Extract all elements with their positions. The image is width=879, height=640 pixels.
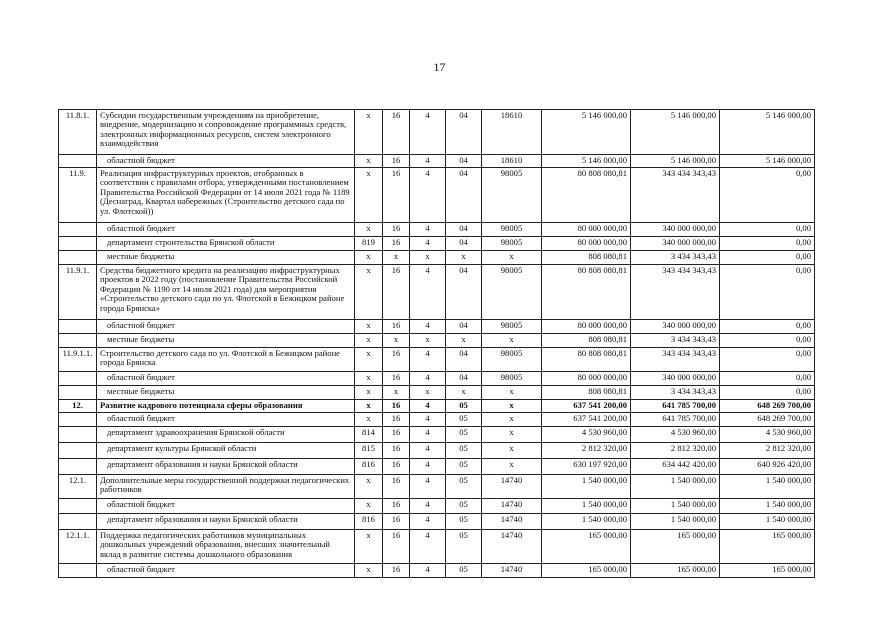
table-row bbox=[59, 155, 815, 168]
row-name: областной бюджет bbox=[97, 564, 355, 578]
code-subprogram: 4 bbox=[410, 514, 446, 530]
code-direction: 98005 bbox=[482, 348, 542, 372]
code-subprogram: 4 bbox=[410, 265, 446, 320]
amount-year-2: 1 540 000,00 bbox=[631, 475, 720, 499]
amount-year-1: 1 540 000,00 bbox=[542, 499, 631, 514]
code-gov: 815 bbox=[355, 443, 383, 459]
table-row bbox=[59, 427, 815, 443]
code-program: 16 bbox=[383, 223, 410, 237]
code-subprogram: 4 bbox=[410, 348, 446, 372]
amount-year-1: 80 000 000,00 bbox=[542, 223, 631, 237]
code-subprogram: 4 bbox=[410, 475, 446, 499]
code-subprogram: 4 bbox=[410, 499, 446, 514]
row-name: областной бюджет bbox=[97, 413, 355, 427]
code-program: 16 bbox=[383, 514, 410, 530]
code-program: x bbox=[383, 334, 410, 348]
code-gov: x bbox=[355, 530, 383, 564]
code-direction: 18610 bbox=[482, 155, 542, 168]
code-subprogram: 4 bbox=[410, 459, 446, 475]
amount-year-2: 4 530 960,00 bbox=[631, 427, 720, 443]
row-name: Средства бюджетного кредита на реализацию инфраструктурных проектов в 2022 году (постановление Правительства Российской Федерации № 1190 от 14 июля 2021 года) для мероприятия «Строительство детского сада по ул. Флотской в Бежицком районе города Брянска» bbox=[97, 265, 355, 320]
amount-year-2: 1 540 000,00 bbox=[631, 514, 720, 530]
amount-year-3: 4 530 960,00 bbox=[720, 427, 815, 443]
code-activity: 04 bbox=[446, 320, 482, 334]
code-program: 16 bbox=[383, 320, 410, 334]
code-gov: x bbox=[355, 155, 383, 168]
code-direction: 98005 bbox=[482, 168, 542, 223]
row-name: местные бюджеты bbox=[97, 251, 355, 265]
row-name: департамент образования и науки Брянской области bbox=[97, 514, 355, 530]
code-program: 16 bbox=[383, 155, 410, 168]
amount-year-2: 340 000 000,00 bbox=[631, 372, 720, 386]
row-name: местные бюджеты bbox=[97, 334, 355, 348]
code-direction: x bbox=[482, 386, 542, 400]
amount-year-3: 5 146 000,00 bbox=[720, 110, 815, 155]
amount-year-3: 0,00 bbox=[720, 334, 815, 348]
row-number bbox=[59, 155, 97, 168]
row-name: областной бюджет bbox=[97, 320, 355, 334]
row-number bbox=[59, 413, 97, 427]
amount-year-1: 4 530 960,00 bbox=[542, 427, 631, 443]
table-row bbox=[59, 237, 815, 251]
code-activity: 05 bbox=[446, 413, 482, 427]
amount-year-2: 634 442 420,00 bbox=[631, 459, 720, 475]
code-activity: x bbox=[446, 334, 482, 348]
code-gov: x bbox=[355, 110, 383, 155]
row-name: Субсидии государственным учреждениям на приобретение, внедрение, модернизацию и сопровождение программных средств, электронных информационных ресурсов, систем электронного взаимодействия bbox=[97, 110, 355, 155]
table-row bbox=[59, 372, 815, 386]
row-number: 12.1. bbox=[59, 475, 97, 499]
table-row bbox=[59, 443, 815, 459]
row-number: 11.9.1. bbox=[59, 265, 97, 320]
amount-year-1: 5 146 000,00 bbox=[542, 110, 631, 155]
code-activity: 05 bbox=[446, 514, 482, 530]
amount-year-1: 1 540 000,00 bbox=[542, 475, 631, 499]
code-gov: x bbox=[355, 372, 383, 386]
row-number bbox=[59, 237, 97, 251]
amount-year-2: 3 434 343,43 bbox=[631, 334, 720, 348]
amount-year-1: 630 197 920,00 bbox=[542, 459, 631, 475]
code-direction: 98005 bbox=[482, 223, 542, 237]
amount-year-2: 340 000 000,00 bbox=[631, 223, 720, 237]
table-row bbox=[59, 413, 815, 427]
amount-year-2: 3 434 343,43 bbox=[631, 251, 720, 265]
code-direction: x bbox=[482, 427, 542, 443]
code-subprogram: 4 bbox=[410, 564, 446, 578]
table-row bbox=[59, 400, 815, 413]
table-row bbox=[59, 530, 815, 564]
amount-year-3: 0,00 bbox=[720, 251, 815, 265]
code-program: 16 bbox=[383, 475, 410, 499]
amount-year-3: 0,00 bbox=[720, 168, 815, 223]
budget-table-body bbox=[59, 110, 815, 578]
code-subprogram: x bbox=[410, 251, 446, 265]
code-direction: 14740 bbox=[482, 530, 542, 564]
code-direction: x bbox=[482, 334, 542, 348]
code-direction: 14740 bbox=[482, 564, 542, 578]
code-gov: x bbox=[355, 400, 383, 413]
code-gov: x bbox=[355, 564, 383, 578]
amount-year-3: 5 146 000,00 bbox=[720, 155, 815, 168]
code-subprogram: 4 bbox=[410, 320, 446, 334]
code-program: 16 bbox=[383, 372, 410, 386]
amount-year-2: 2 812 320,00 bbox=[631, 443, 720, 459]
code-subprogram: x bbox=[410, 334, 446, 348]
amount-year-3: 640 926 420,00 bbox=[720, 459, 815, 475]
code-gov: 816 bbox=[355, 514, 383, 530]
code-activity: 04 bbox=[446, 110, 482, 155]
amount-year-1: 80 808 080,81 bbox=[542, 348, 631, 372]
code-activity: 04 bbox=[446, 155, 482, 168]
amount-year-3: 0,00 bbox=[720, 223, 815, 237]
amount-year-3: 0,00 bbox=[720, 265, 815, 320]
code-program: 16 bbox=[383, 427, 410, 443]
amount-year-1: 808 080,81 bbox=[542, 386, 631, 400]
row-name: департамент культуры Брянской области bbox=[97, 443, 355, 459]
row-name: департамент строительства Брянской области bbox=[97, 237, 355, 251]
code-program: x bbox=[383, 251, 410, 265]
code-program: 16 bbox=[383, 459, 410, 475]
code-program: 16 bbox=[383, 168, 410, 223]
amount-year-3: 1 540 000,00 bbox=[720, 499, 815, 514]
code-gov: 819 bbox=[355, 237, 383, 251]
row-name: департамент здравоохранения Брянской области bbox=[97, 427, 355, 443]
amount-year-2: 1 540 000,00 bbox=[631, 499, 720, 514]
amount-year-1: 80 000 000,00 bbox=[542, 372, 631, 386]
code-activity: 04 bbox=[446, 265, 482, 320]
row-number bbox=[59, 564, 97, 578]
table-row bbox=[59, 348, 815, 372]
table-row bbox=[59, 265, 815, 320]
code-subprogram: 4 bbox=[410, 372, 446, 386]
row-number bbox=[59, 251, 97, 265]
amount-year-2: 340 000 000,00 bbox=[631, 237, 720, 251]
code-gov: x bbox=[355, 413, 383, 427]
amount-year-3: 1 540 000,00 bbox=[720, 514, 815, 530]
table-row bbox=[59, 110, 815, 155]
code-gov: x bbox=[355, 168, 383, 223]
amount-year-1: 80 808 080,81 bbox=[542, 265, 631, 320]
code-subprogram: 4 bbox=[410, 427, 446, 443]
amount-year-2: 5 146 000,00 bbox=[631, 110, 720, 155]
row-name: департамент образования и науки Брянской области bbox=[97, 459, 355, 475]
row-number bbox=[59, 372, 97, 386]
amount-year-1: 80 000 000,00 bbox=[542, 320, 631, 334]
code-program: x bbox=[383, 386, 410, 400]
amount-year-2: 343 434 343,43 bbox=[631, 265, 720, 320]
code-activity: 05 bbox=[446, 499, 482, 514]
table-row bbox=[59, 334, 815, 348]
code-program: 16 bbox=[383, 443, 410, 459]
row-name: Дополнительные меры государственной поддержки педагогических работников bbox=[97, 475, 355, 499]
code-subprogram: 4 bbox=[410, 413, 446, 427]
row-name: Развитие кадрового потенциала сферы образования bbox=[97, 400, 355, 413]
amount-year-3: 165 000,00 bbox=[720, 564, 815, 578]
amount-year-3: 0,00 bbox=[720, 348, 815, 372]
amount-year-1: 165 000,00 bbox=[542, 530, 631, 564]
amount-year-2: 343 434 343,43 bbox=[631, 348, 720, 372]
row-name: областной бюджет bbox=[97, 372, 355, 386]
row-number bbox=[59, 499, 97, 514]
table-row bbox=[59, 251, 815, 265]
table-row bbox=[59, 168, 815, 223]
amount-year-2: 165 000,00 bbox=[631, 530, 720, 564]
amount-year-3: 648 269 700,00 bbox=[720, 400, 815, 413]
row-name: областной бюджет bbox=[97, 499, 355, 514]
code-activity: 05 bbox=[446, 475, 482, 499]
row-name: Поддержка педагогических работников муниципальных дошкольных учреждений образования, внесших значительный вклад в развитие системы дошкольного образования bbox=[97, 530, 355, 564]
code-subprogram: 4 bbox=[410, 110, 446, 155]
amount-year-2: 641 785 700,00 bbox=[631, 413, 720, 427]
row-number bbox=[59, 443, 97, 459]
row-name: областной бюджет bbox=[97, 155, 355, 168]
amount-year-2: 343 434 343,43 bbox=[631, 168, 720, 223]
code-direction: x bbox=[482, 400, 542, 413]
code-program: 16 bbox=[383, 265, 410, 320]
code-activity: 04 bbox=[446, 168, 482, 223]
code-activity: 05 bbox=[446, 459, 482, 475]
code-gov: x bbox=[355, 223, 383, 237]
code-subprogram: x bbox=[410, 386, 446, 400]
amount-year-3: 0,00 bbox=[720, 237, 815, 251]
code-activity: 04 bbox=[446, 348, 482, 372]
table-row bbox=[59, 223, 815, 237]
code-direction: 18610 bbox=[482, 110, 542, 155]
row-name: областной бюджет bbox=[97, 223, 355, 237]
row-number: 12. bbox=[59, 400, 97, 413]
amount-year-1: 80 000 000,00 bbox=[542, 237, 631, 251]
code-subprogram: 4 bbox=[410, 168, 446, 223]
table-row bbox=[59, 499, 815, 514]
code-direction: 98005 bbox=[482, 320, 542, 334]
code-program: 16 bbox=[383, 400, 410, 413]
amount-year-1: 637 541 200,00 bbox=[542, 400, 631, 413]
code-program: 16 bbox=[383, 499, 410, 514]
code-activity: 04 bbox=[446, 237, 482, 251]
code-gov: 814 bbox=[355, 427, 383, 443]
code-gov: x bbox=[355, 265, 383, 320]
code-gov: x bbox=[355, 499, 383, 514]
row-number bbox=[59, 427, 97, 443]
code-program: 16 bbox=[383, 110, 410, 155]
code-gov: x bbox=[355, 334, 383, 348]
row-number bbox=[59, 459, 97, 475]
table-row bbox=[59, 459, 815, 475]
row-name: местные бюджеты bbox=[97, 386, 355, 400]
amount-year-1: 80 808 080,81 bbox=[542, 168, 631, 223]
code-activity: x bbox=[446, 386, 482, 400]
code-subprogram: 4 bbox=[410, 530, 446, 564]
code-activity: 05 bbox=[446, 427, 482, 443]
row-name: Реализация инфраструктурных проектов, отобранных в соответствии с правилами отбора, утвержденными постановлением Правительства Российской Федерации от 14 июля 2021 года № 1189 (Деснаград, Квартал набережных (Строительство детского сада по ул. Флотской)) bbox=[97, 168, 355, 223]
code-activity: 04 bbox=[446, 372, 482, 386]
amount-year-3: 1 540 000,00 bbox=[720, 475, 815, 499]
code-direction: 14740 bbox=[482, 475, 542, 499]
code-subprogram: 4 bbox=[410, 443, 446, 459]
code-program: 16 bbox=[383, 530, 410, 564]
code-direction: x bbox=[482, 251, 542, 265]
amount-year-3: 0,00 bbox=[720, 320, 815, 334]
amount-year-1: 1 540 000,00 bbox=[542, 514, 631, 530]
amount-year-3: 165 000,00 bbox=[720, 530, 815, 564]
code-direction: 14740 bbox=[482, 514, 542, 530]
code-gov: 816 bbox=[355, 459, 383, 475]
code-gov: x bbox=[355, 251, 383, 265]
row-number bbox=[59, 320, 97, 334]
amount-year-3: 2 812 320,00 bbox=[720, 443, 815, 459]
code-activity: 05 bbox=[446, 530, 482, 564]
code-subprogram: 4 bbox=[410, 155, 446, 168]
row-number: 11.9. bbox=[59, 168, 97, 223]
code-program: 16 bbox=[383, 564, 410, 578]
amount-year-3: 0,00 bbox=[720, 372, 815, 386]
code-subprogram: 4 bbox=[410, 400, 446, 413]
code-activity: x bbox=[446, 251, 482, 265]
row-number bbox=[59, 514, 97, 530]
page-number: 17 bbox=[433, 60, 446, 74]
amount-year-2: 165 000,00 bbox=[631, 564, 720, 578]
table-row bbox=[59, 386, 815, 400]
code-subprogram: 4 bbox=[410, 223, 446, 237]
row-number bbox=[59, 223, 97, 237]
row-name: Строительство детского сада по ул. Флотской в Бежицком районе города Брянска bbox=[97, 348, 355, 372]
amount-year-3: 0,00 bbox=[720, 386, 815, 400]
amount-year-2: 3 434 343,43 bbox=[631, 386, 720, 400]
code-direction: 98005 bbox=[482, 265, 542, 320]
code-program: 16 bbox=[383, 413, 410, 427]
amount-year-1: 5 146 000,00 bbox=[542, 155, 631, 168]
code-gov: x bbox=[355, 320, 383, 334]
amount-year-1: 808 080,81 bbox=[542, 334, 631, 348]
row-number: 12.1.1. bbox=[59, 530, 97, 564]
row-number: 11.8.1. bbox=[59, 110, 97, 155]
code-program: 16 bbox=[383, 348, 410, 372]
row-number bbox=[59, 334, 97, 348]
row-number: 11.9.1.1. bbox=[59, 348, 97, 372]
table-row bbox=[59, 564, 815, 578]
code-activity: 04 bbox=[446, 223, 482, 237]
amount-year-2: 340 000 000,00 bbox=[631, 320, 720, 334]
code-direction: x bbox=[482, 443, 542, 459]
code-direction: 14740 bbox=[482, 499, 542, 514]
table-row bbox=[59, 514, 815, 530]
code-direction: 98005 bbox=[482, 372, 542, 386]
table-row bbox=[59, 320, 815, 334]
code-direction: x bbox=[482, 413, 542, 427]
amount-year-3: 648 269 700,00 bbox=[720, 413, 815, 427]
code-activity: 05 bbox=[446, 443, 482, 459]
code-gov: x bbox=[355, 386, 383, 400]
amount-year-1: 2 812 320,00 bbox=[542, 443, 631, 459]
code-direction: x bbox=[482, 459, 542, 475]
code-activity: 05 bbox=[446, 564, 482, 578]
amount-year-1: 165 000,00 bbox=[542, 564, 631, 578]
code-direction: 98005 bbox=[482, 237, 542, 251]
code-subprogram: 4 bbox=[410, 237, 446, 251]
table-row bbox=[59, 475, 815, 499]
code-gov: x bbox=[355, 348, 383, 372]
amount-year-1: 637 541 200,00 bbox=[542, 413, 631, 427]
code-activity: 05 bbox=[446, 400, 482, 413]
amount-year-2: 641 785 700,00 bbox=[631, 400, 720, 413]
amount-year-2: 5 146 000,00 bbox=[631, 155, 720, 168]
code-gov: x bbox=[355, 475, 383, 499]
amount-year-1: 808 080,81 bbox=[542, 251, 631, 265]
budget-table bbox=[58, 109, 815, 578]
code-program: 16 bbox=[383, 237, 410, 251]
row-number bbox=[59, 386, 97, 400]
